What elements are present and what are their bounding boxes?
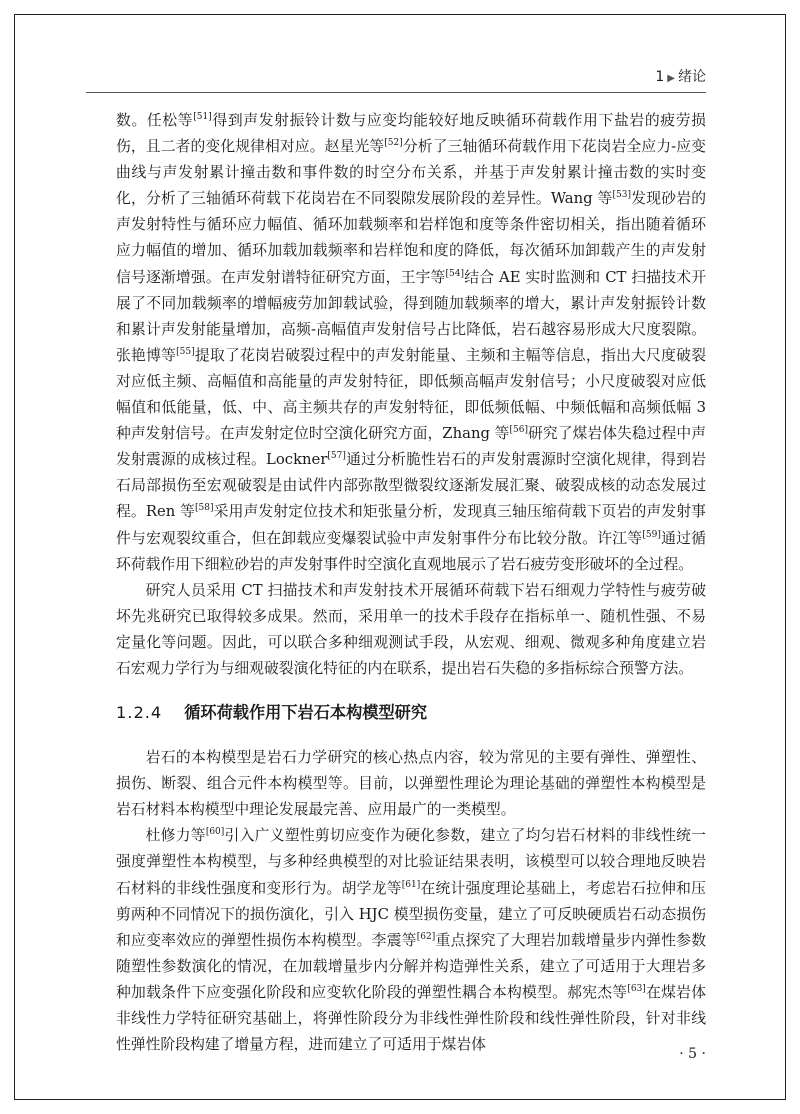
section-number: 1.2.4: [116, 703, 163, 723]
paragraph: 岩石的本构模型是岩石力学研究的核心热点内容，较为常见的主要有弹性、弹塑性、损伤、断裂、组合元件本构模型等。目前，以弹塑性理论为理论基础的弹塑性本构模型是岩石材料本构模型中理论发展最完善、应用最广的一类模型。: [116, 749, 706, 819]
section-title: 循环荷载作用下岩石本构模型研究: [184, 703, 428, 723]
citation-ref: [58]: [195, 503, 214, 514]
citation-ref: [57]: [327, 451, 346, 462]
running-head: [0, 66, 706, 86]
page-number: · 5 ·: [679, 1046, 706, 1062]
paragraphs-after: [116, 745, 706, 1058]
paragraph: 研究人员采用 CT 扫描技术和声发射技术开展循环荷载下岩石细观力学特性与疲劳破坏先兆研究已取得较多成果。然而，采用单一的技术手段存在指标单一、随机性强、不易定量化等问题。因此，可以联合多种细观测试手段，从宏观、细观、微观多种角度建立岩石宏观力学行为与细观破裂演化特征的内在联系，提出岩石失稳的多指标综合预警方法。: [116, 581, 706, 677]
citation-ref: [56]: [509, 425, 528, 436]
triangle-arrow-icon: ▶: [667, 73, 675, 84]
citation-ref: [54]: [445, 268, 465, 279]
paragraphs-before: [116, 108, 706, 682]
citation-ref: [62]: [416, 931, 436, 942]
section-heading: [116, 700, 706, 726]
citation-ref: [63]: [627, 983, 646, 994]
citation-ref: [60]: [205, 827, 225, 838]
paragraph: 杜修力等[60]引入广义塑性剪切应变作为硬化参数，建立了均匀岩石材料的非线性统一强度弹塑性本构模型，与多种经典模型的对比验证结果表明，该模型可以较合理地反映岩石材料的非线性强度和变形行为。胡学龙等[61]在统计强度理论基础上，考虑岩石拉伸和压剪两种不同情况下的损伤演化，引入 HJC 模型损伤变量，建立了可反映硬质岩石动态损伤和应变率效应的弹塑性损伤本构模型。李震等[62]重点探究了大理岩加载增量步内弹性参数随塑性参数演化的情况，在加载增量步内分解并构造弹性关系，建立了可适用于大理岩多种加载条件下应变强化阶段和应变软化阶段的弹塑性耦合本构模型。郝宪杰等[63]在煤岩体非线性力学特征研究基础上，将弹性阶段分为非线性弹性阶段和线性弹性阶段，针对非线性弹性阶段构建了增量方程，进而建立了可适用于煤岩体: [116, 827, 706, 1054]
citation-ref: [52]: [384, 138, 403, 149]
citation-ref: [55]: [176, 346, 195, 357]
citation-ref: [61]: [401, 879, 421, 890]
citation-ref: [53]: [612, 190, 632, 201]
citation-ref: [51]: [193, 112, 212, 123]
citation-ref: [59]: [642, 529, 661, 540]
chapter-number: 1: [655, 69, 665, 85]
chapter-title: 绪论: [678, 69, 706, 85]
page-body: [116, 108, 706, 1058]
header-rule: [86, 92, 706, 93]
paragraph: 数。任松等[51]得到声发射振铃计数与应变均能较好地反映循环荷载作用下盐岩的疲劳损伤，且二者的变化规律相对应。赵星光等[52]分析了三轴循环荷载作用下花岗岩全应力-应变曲线与声发射累计撞击数和事件数的时空分布关系，并基于声发射累计撞击数的实时变化，分析了三轴循环荷载下花岗岩在不同裂隙发展阶段的差异性。Wang 等[53]发现砂岩的声发射特性与循环应力幅值、循环加载频率和岩样饱和度等条件密切相关，指出随着循环应力幅值的增加、循环加载加载频率和岩样饱和度的降低，每次循环加卸载产生的声发射信号逐渐增强。在声发射谱特征研究方面，王宇等[54]结合 AE 实时监测和 CT 扫描技术开展了不同加载频率的增幅疲劳加卸载试验，得到随加载频率的增大，累计声发射振铃计数和累计声发射能量增加，高频-高幅值声发射信号占比降低，岩石越容易形成大尺度裂隙。张艳博等[55]提取了花岗岩破裂过程中的声发射能量、主频和主幅等信息，指出大尺度破裂对应低主频、高幅值和高能量的声发射特征，即低频高幅声发射信号；小尺度破裂对应低幅值和低能量，低、中、高主频共存的声发射特征，即低频低幅、中频低幅和高频低幅 3 种声发射信号。在声发射定位时空演化研究方面，Zhang 等[56]研究了煤岩体失稳过程中声发射震源的成核过程。Lockner[57]通过分析脆性岩石的声发射震源时空演化规律，得到岩石局部损伤至宏观破裂是由试件内部弥散型微裂纹逐渐发展汇聚、破裂成核的动态发展过程。Ren 等[58]采用声发射定位技术和矩张量分析，发现真三轴压缩荷载下页岩的声发射事件与宏观裂纹重合，但在卸载应变爆裂试验中声发射事件分布比较分散。许江等[59]通过循环荷载作用下细粒砂岩的声发射事件时空演化直观地展示了岩石疲劳变形破坏的全过程。: [116, 112, 706, 573]
